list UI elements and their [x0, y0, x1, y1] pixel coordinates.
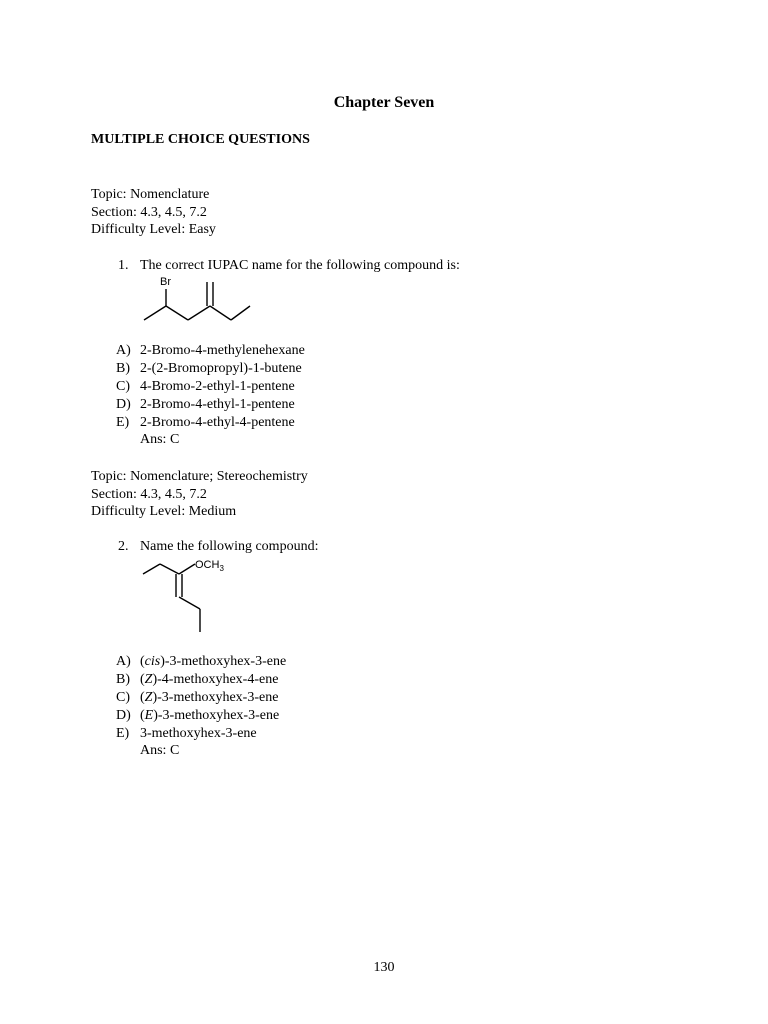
question-1-meta	[91, 186, 216, 239]
option-text: (cis)-3-methoxyhex-3-ene	[140, 654, 287, 669]
question-2-answer: Ans: C	[140, 743, 180, 758]
question-1-structure	[138, 272, 258, 328]
chapter-title: Chapter Seven	[333, 94, 435, 111]
option-row	[116, 342, 305, 360]
page-number: 130	[373, 960, 395, 975]
option-letter: E)	[116, 415, 130, 430]
option-text: 3-methoxyhex-3-ene	[140, 726, 257, 741]
option-text: 4-Bromo-2-ethyl-1-pentene	[140, 379, 295, 394]
question-1-topic: Topic: Nomenclature	[91, 187, 210, 202]
option-row	[116, 653, 286, 671]
question-1-number: 1.	[118, 258, 129, 273]
option-text: 2-Bromo-4-methylenehexane	[140, 343, 305, 358]
option-row	[116, 689, 286, 707]
c-o-bond	[179, 564, 195, 574]
question-1-difficulty: Difficulty Level: Easy	[91, 222, 216, 237]
section-heading: MULTIPLE CHOICE QUESTIONS	[91, 132, 310, 147]
option-text: 2-(2-Bromopropyl)-1-butene	[140, 361, 302, 376]
option-row	[116, 378, 305, 396]
option-letter: C)	[116, 379, 130, 394]
option-letter: A)	[116, 343, 131, 358]
bond-2	[160, 564, 179, 574]
option-row	[116, 671, 286, 689]
option-letter: B)	[116, 361, 130, 376]
option-text: (E)-3-methoxyhex-3-ene	[140, 708, 280, 723]
bond-1	[144, 306, 166, 320]
option-row	[116, 396, 305, 414]
bond-4	[210, 306, 231, 320]
bond-3	[179, 597, 200, 609]
bromine-label: Br	[160, 276, 171, 288]
option-letter: A)	[116, 654, 131, 669]
question-1-options	[116, 342, 305, 432]
question-2-options	[116, 653, 286, 743]
option-text: (Z)-4-methoxyhex-4-ene	[140, 672, 279, 687]
option-letter: D)	[116, 708, 131, 723]
question-2-prompt: Name the following compound:	[140, 539, 319, 554]
bond-1	[143, 564, 160, 574]
option-letter: D)	[116, 397, 131, 412]
option-letter: B)	[116, 672, 130, 687]
question-2-difficulty: Difficulty Level: Medium	[91, 504, 237, 519]
bond-5	[231, 306, 250, 320]
question-2-structure	[138, 556, 248, 636]
option-text: 2-Bromo-4-ethyl-4-pentene	[140, 415, 295, 430]
option-letter: C)	[116, 690, 130, 705]
question-2-skeleton	[143, 564, 200, 632]
option-row	[116, 725, 286, 743]
question-2-section: Section: 4.3, 4.5, 7.2	[91, 486, 207, 502]
question-2-topic: Topic: Nomenclature; Stereochemistry	[91, 469, 308, 484]
methoxy-label: $OCH_3$	[195, 559, 224, 573]
question-1-section: Section: 4.3, 4.5, 7.2	[91, 204, 207, 220]
option-letter: E)	[116, 726, 130, 741]
option-row	[116, 414, 305, 432]
option-row	[116, 360, 305, 378]
option-row	[116, 707, 286, 725]
question-2-meta	[91, 468, 308, 521]
question-1-prompt: The correct IUPAC name for the following compound is:	[140, 258, 460, 273]
option-text: (Z)-3-methoxyhex-3-ene	[140, 690, 279, 705]
question-2-number: 2.	[118, 539, 129, 554]
bond-2	[166, 306, 188, 320]
question-1-answer: Ans: C	[140, 432, 180, 447]
bond-3	[188, 306, 210, 320]
option-text: 2-Bromo-4-ethyl-1-pentene	[140, 397, 295, 412]
